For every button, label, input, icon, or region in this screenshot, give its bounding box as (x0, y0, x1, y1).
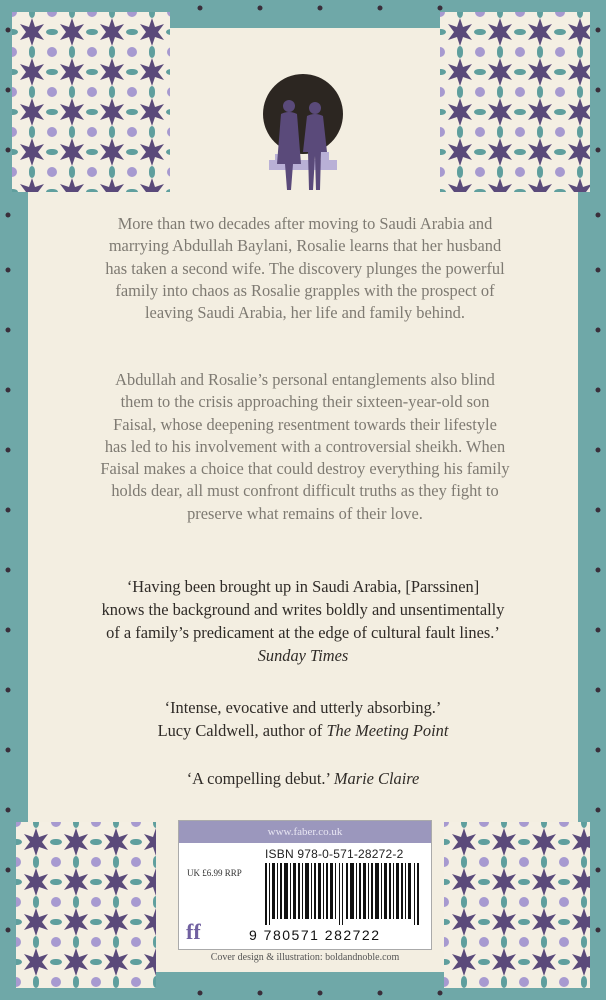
blurb-paragraph-1 (62, 213, 548, 324)
quote-line: of a family’s predicament at the edge of cultural fault lines.’ (106, 623, 500, 642)
publisher-website: www.faber.co.uk (179, 821, 431, 843)
moon-figures-emblem (255, 72, 351, 200)
review-quote-lucy-caldwell (40, 696, 566, 742)
blurb-line: marrying Abdullah Baylani, Rosalie learns that her husband (108, 236, 502, 256)
blurb-line: More than two decades after moving to Saudi Arabia and (117, 214, 493, 233)
blurb-line: has taken a second wife. The discovery plunges the powerful (105, 258, 505, 278)
cover-credit: Cover design & illustration: boldandnoble.com (210, 952, 400, 963)
blurb-line: leaving Saudi Arabia, her life and family behind. (145, 303, 465, 323)
blurb-line: holds dear, all must confront difficult truths as they fight to (111, 481, 499, 501)
price-text: UK £6.99 RRP (187, 868, 242, 878)
blurb-line: Faisal, whose deepening resentment towards their lifestyle (113, 414, 497, 434)
quote-line: knows the background and writes boldly and unsentimentally (101, 600, 505, 619)
review-quote-marie-claire (40, 767, 566, 790)
quote-book-title: The Meeting Point (326, 721, 449, 740)
blurb-line: Faisal makes a choice that could destroy everything his family (100, 459, 510, 479)
blurb-paragraph-2 (62, 369, 548, 525)
blurb-line: has led to his involvement with a controversial sheikh. When (104, 436, 506, 456)
quote-line: ‘Having been brought up in Saudi Arabia, [Parssinen] (126, 577, 480, 596)
isbn-text: ISBN 978-0-571-28272-2 (265, 847, 404, 861)
tile-pattern-bottom-right (444, 822, 590, 988)
tile-pattern-bottom-left (16, 822, 156, 988)
quote-text: ‘Intense, evocative and utterly absorbing.’ (164, 698, 442, 717)
blurb-line: preserve what remains of their love. (187, 503, 423, 523)
tile-pattern-top-left (12, 12, 170, 192)
blurb-line: family into chaos as Rosalie grapples with the prospect of (115, 280, 495, 300)
quote-source: Marie Claire (333, 769, 420, 788)
review-quote-sunday-times (40, 575, 566, 667)
tile-pattern-top-right (440, 12, 590, 192)
barcode-digits: 9 780571 282722 (249, 927, 381, 943)
publisher-logo: ff (186, 919, 201, 944)
quote-source: Sunday Times (257, 646, 349, 665)
blurb-line: Abdullah and Rosalie’s personal entanglements also blind (115, 370, 495, 389)
barcode-bars (265, 863, 421, 925)
quote-author: Lucy Caldwell, author of (157, 721, 327, 740)
barcode-box (178, 820, 432, 950)
quote-text: ‘A compelling debut.’ (186, 769, 334, 788)
blurb-line: them to the crisis approaching their sixteen-year-old son (120, 392, 490, 412)
